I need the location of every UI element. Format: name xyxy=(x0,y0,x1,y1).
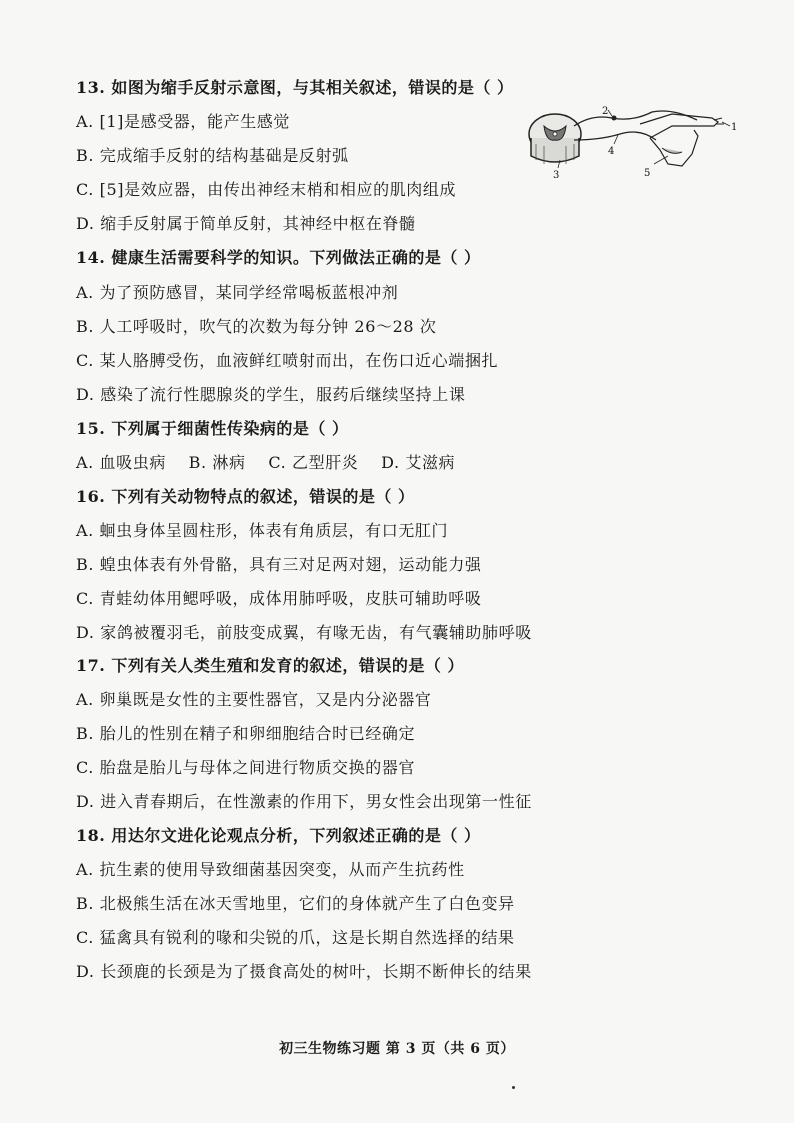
question-15-stem: 15. 下列属于细菌性传染病的是（ ） xyxy=(76,419,349,438)
question-14-option-d: D. 感染了流行性腮腺炎的学生，服药后继续坚持上课 xyxy=(76,385,466,404)
efferent-nerve xyxy=(574,132,656,140)
figure-label-4: 4 xyxy=(608,146,615,157)
ganglion xyxy=(612,116,617,121)
question-17-option-d: D. 进入青春期后，在性激素的作用下，男女性会出现第一性征 xyxy=(76,792,532,811)
figure-label-5: 5 xyxy=(644,168,651,179)
question-17-option-b: B. 胎儿的性别在精子和卵细胞结合时已经确定 xyxy=(76,724,416,743)
question-17-option-c: C. 胎盘是胎儿与母体之间进行物质交换的器官 xyxy=(76,758,416,777)
figure-label-1: 1 xyxy=(731,122,738,133)
figure-label-3: 3 xyxy=(553,170,560,181)
question-16-option-d: D. 家鸽被覆羽毛，前肢变成翼，有喙无齿，有气囊辅助肺呼吸 xyxy=(76,623,532,642)
question-14-option-b: B. 人工呼吸时，吹气的次数为每分钟 26～28 次 xyxy=(76,317,437,336)
question-16-option-b: B. 蝗虫体表有外骨骼，具有三对足两对翅，运动能力强 xyxy=(76,555,482,574)
spinal-cord-section xyxy=(529,114,581,164)
question-14-stem: 14. 健康生活需要科学的知识。下列做法正确的是（ ） xyxy=(76,248,481,267)
reflex-arc-diagram xyxy=(522,104,742,184)
question-18-option-d: D. 长颈鹿的长颈是为了摄食高处的树叶，长期不断伸长的结果 xyxy=(76,962,532,981)
question-16-stem: 16. 下列有关动物特点的叙述，错误的是（ ） xyxy=(76,487,415,506)
question-13-stem: 13. 如图为缩手反射示意图，与其相关叙述，错误的是（ ） xyxy=(76,78,514,97)
question-13-option-c: C. [5]是效应器，由传出神经末梢和相应的肌肉组成 xyxy=(76,180,457,199)
question-15-options: A. 血吸虫病 B. 淋病 C. 乙型肝炎 D. 艾滋病 xyxy=(76,453,456,472)
question-18-option-a: A. 抗生素的使用导致细菌基因突变，从而产生抗药性 xyxy=(76,860,465,879)
reflex-arc-figure xyxy=(522,104,742,184)
question-14-option-c: C. 某人胳膊受伤，血液鲜红喷射而出，在伤口近心端捆扎 xyxy=(76,351,499,370)
figure-label-2: 2 xyxy=(602,106,609,117)
scan-speck xyxy=(512,1086,515,1089)
question-17-stem: 17. 下列有关人类生殖和发育的叙述，错误的是（ ） xyxy=(76,656,464,675)
question-13-option-d: D. 缩手反射属于简单反射，其神经中枢在脊髓 xyxy=(76,214,416,233)
question-14-option-a: A. 为了预防感冒，某同学经常喝板蓝根冲剂 xyxy=(76,283,399,302)
question-13-option-b: B. 完成缩手反射的结构基础是反射弧 xyxy=(76,146,349,165)
arm-drawing xyxy=(640,114,724,166)
question-17-option-a: A. 卵巢既是女性的主要性器官，又是内分泌器官 xyxy=(76,690,432,709)
question-18-option-b: B. 北极熊生活在冰天雪地里，它们的身体就产生了白色变异 xyxy=(76,894,515,913)
question-18-option-c: C. 猛禽具有锐利的喙和尖锐的爪，这是长期自然选择的结果 xyxy=(76,928,515,947)
page-footer: 初三生物练习题 第 3 页（共 6 页） xyxy=(279,1041,515,1057)
question-16-option-a: A. 蛔虫身体呈圆柱形，体表有角质层，有口无肛门 xyxy=(76,521,449,540)
question-13-option-a: A. [1]是感受器，能产生感觉 xyxy=(76,112,290,131)
afferent-nerve xyxy=(574,111,697,126)
question-18-stem: 18. 用达尔文进化论观点分析，下列叙述正确的是（ ） xyxy=(76,826,481,845)
question-16-option-c: C. 青蛙幼体用鳃呼吸，成体用肺呼吸，皮肤可辅助呼吸 xyxy=(76,589,482,608)
